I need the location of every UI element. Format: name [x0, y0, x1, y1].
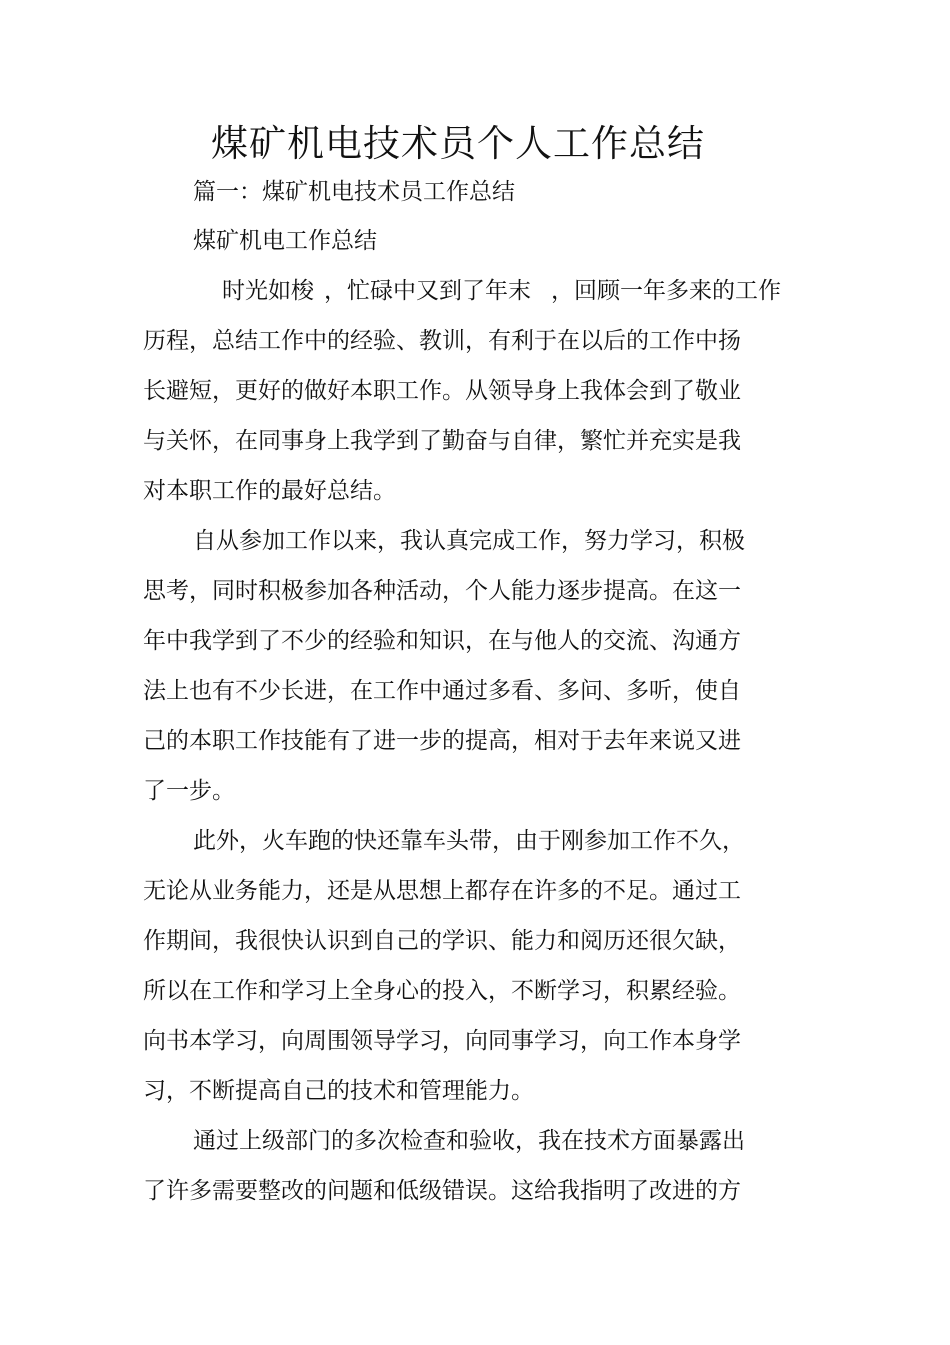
- paragraph-3-line-2: 无论从业务能力，还是从思想上都存在许多的不足。通过工: [143, 878, 741, 904]
- document-title: 煤矿机电技术员个人工作总结: [211, 122, 705, 165]
- paragraph-3-line-1: 此外，火车跑的快还靠车头带，由于刚参加工作不久，: [193, 828, 745, 854]
- paragraph-2-line-2: 思考，同时积极参加各种活动，个人能力逐步提高。在这一: [143, 578, 741, 604]
- paragraph-1-line-1: [222, 275, 781, 307]
- paragraph-4-line-2: 了许多需要整改的问题和低级错误。这给我指明了改进的方: [143, 1178, 741, 1204]
- paragraph-1-part-2: ，忙碌中又到了年末: [324, 278, 531, 304]
- paragraph-1-line-3: 长避短，更好的做好本职工作。从领导身上我体会到了敬业: [143, 378, 741, 404]
- subtitle: 煤矿机电工作总结: [193, 228, 377, 254]
- section-heading: 篇一：煤矿机电技术员工作总结: [193, 179, 515, 205]
- paragraph-3-line-6: 习，不断提高自己的技术和管理能力。: [143, 1078, 534, 1104]
- paragraph-2-line-3: 年中我学到了不少的经验和知识，在与他人的交流、沟通方: [143, 628, 741, 654]
- paragraph-3-line-4: 所以在工作和学习上全身心的投入，不断学习，积累经验。: [143, 978, 741, 1004]
- paragraph-1-part-1: 时光如梭: [222, 278, 314, 304]
- paragraph-3-line-5: 向书本学习，向周围领导学习，向同事学习，向工作本身学: [143, 1028, 741, 1054]
- paragraph-2-line-6: 了一步。: [143, 778, 235, 804]
- paragraph-1-part-3: ，回顾一年多来的工作: [551, 278, 781, 304]
- paragraph-2-line-4: 法上也有不少长进，在工作中通过多看、多问、多听，使自: [143, 678, 741, 704]
- paragraph-1-line-4: 与关怀，在同事身上我学到了勤奋与自律，繁忙并充实是我: [143, 428, 741, 454]
- paragraph-4-line-1: 通过上级部门的多次检查和验收，我在技术方面暴露出: [193, 1128, 745, 1154]
- paragraph-1-line-5: 对本职工作的最好总结。: [143, 478, 396, 504]
- paragraph-2-line-5: 己的本职工作技能有了进一步的提高，相对于去年来说又进: [143, 728, 741, 754]
- paragraph-1-line-2: 历程，总结工作中的经验、教训，有利于在以后的工作中扬: [143, 328, 741, 354]
- paragraph-3-line-3: 作期间，我很快认识到自己的学识、能力和阅历还很欠缺，: [143, 928, 741, 954]
- paragraph-2-line-1: 自从参加工作以来，我认真完成工作，努力学习，积极: [193, 528, 745, 554]
